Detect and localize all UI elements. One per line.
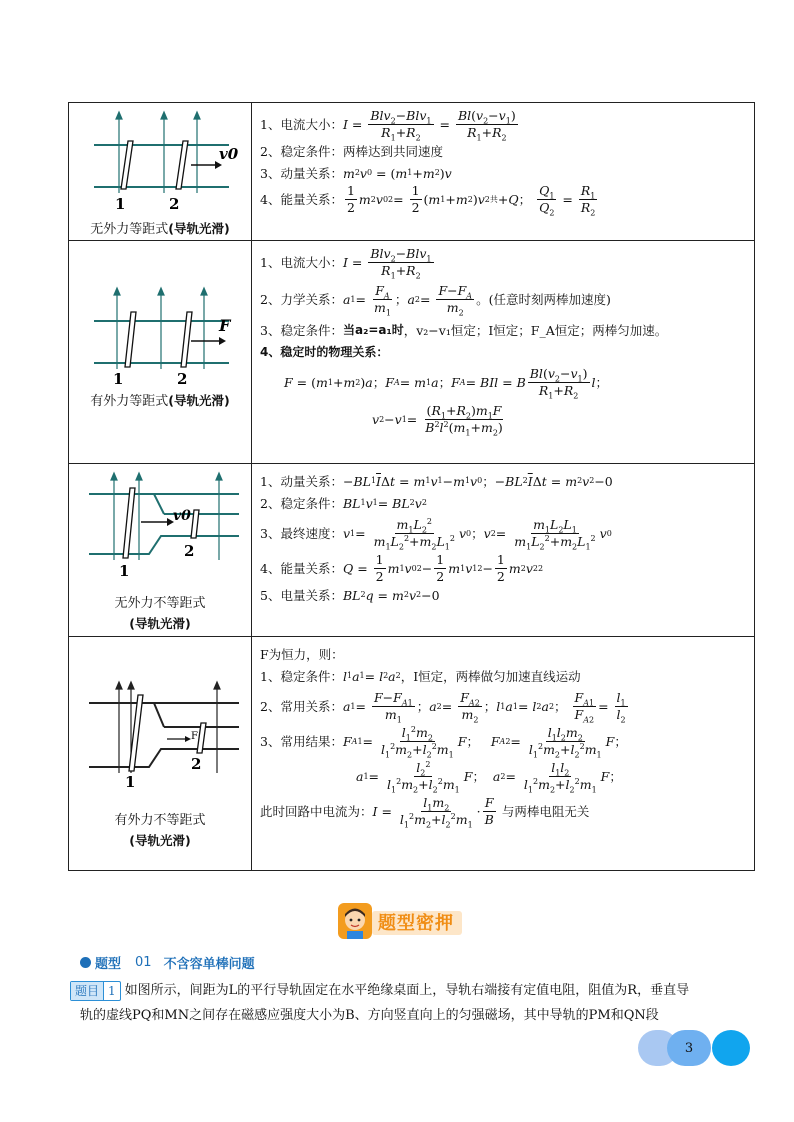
line-label: 1、稳定条件： [260, 668, 343, 684]
caption-text: 无外力等距式 [90, 222, 169, 237]
figure-cell [69, 637, 252, 871]
line-text: F为恒力，则： [260, 646, 344, 662]
table-row [69, 464, 755, 637]
formula-line: F = ( m 1 + m 2 ) a ； F A = m 1 a ； F A = BIl = B $Bl(v_2-v_1)$ $R_1+R_2$ l ； [284, 366, 609, 401]
figure-cell [69, 241, 252, 464]
line-label: 此时回路中电流为： [260, 804, 373, 819]
formula-line [260, 643, 746, 665]
formula-line: 1、电流大小： I = Blv$_2$−Blv$_1$ $R_1+R_2$ = $Bl(v_2-v_1)$ $R_1+R_2$ [260, 108, 516, 143]
page-number: 3 [667, 1030, 711, 1066]
formula-line: 1、电流大小： I = Blv$_2$−Blv$_1$ $R_1+R_2$ [260, 246, 432, 281]
rod-1-label: 1 [115, 195, 126, 213]
table-row [69, 637, 755, 871]
line-label: 2、力学关系： [260, 292, 343, 307]
formula-cell [252, 241, 755, 464]
line-label: 3、常用结果： [260, 734, 343, 749]
line-text: ，I恒定，两棒做匀加速直线运动 [400, 668, 581, 684]
formula-line: 2、常用关系： a 1 = $F-F_{A1}$ $m_1$ ； a 2 = $F_{A2}$ $m_2$ ； l 1 a 1 = l 2 a 2 ； $F_{A1}$ $F_{A2}$ = $l_1$ $l_2$ [260, 690, 626, 725]
line-label: 3、稳定条件： [260, 322, 343, 338]
type-label: 题型 [95, 957, 122, 972]
figure-caption [69, 219, 251, 240]
line-label: 4、能量关系： [260, 561, 343, 576]
line-label: 5、电量关系： [260, 587, 343, 603]
formula-line: a 1 = $l_2^2$ $l_1^2m_2+l_2^2m_1$ F ； a 2 = $l_1l_2$ $l_1^2m_2+l_2^2m_1$ F ； [356, 759, 622, 795]
summary-table [68, 102, 755, 871]
line-text: 4、稳定时的物理关系： [260, 344, 389, 359]
line-label: 1、动量关系： [260, 473, 343, 489]
unequal-rail-no-force-diagram [69, 464, 251, 590]
force-label: F [191, 731, 198, 742]
section-title: 题型密押 [378, 913, 454, 934]
caption-bold-wrap [69, 831, 251, 852]
line-text: 与两棒电阻无关 [501, 804, 590, 819]
figure-cell [69, 103, 252, 241]
line-label: 3、最终速度： [260, 526, 343, 541]
line-label: 2、稳定条件： [260, 495, 343, 511]
caption-text: 无外力不等距式 [114, 596, 206, 611]
type-header [80, 953, 255, 972]
line-label: 1、电流大小： [260, 255, 343, 270]
equal-rail-no-force-diagram [69, 103, 251, 215]
formula-line: 1、稳定条件： l 1 a 1 = l 2 a 2 ，I恒定，两棒做匀加速直线运动 [260, 668, 581, 684]
figure-caption [69, 391, 251, 412]
formula-line: v 2 − v 1 = $(R_1+R_2)m_1F$ $B^2l^2(m_1+m_2)$ [372, 403, 503, 438]
formula-line [260, 341, 746, 363]
line-text: 。(任意时刻两棒加速度) [476, 292, 611, 307]
line-text: ，v₂−v₁恒定；I恒定；F_A恒定；两棒匀加速。 [403, 322, 668, 338]
caption-text: 有外力等距式 [90, 394, 169, 409]
question-tag [70, 981, 121, 1001]
formula-cell [252, 464, 755, 637]
formula-line [260, 319, 746, 341]
formula-line: 4、能量关系： 1 2 m 2 v 0 2 = 1 2 ( m 1 + m 2 ) v 2 共 + Q ； $Q_1$ $Q_2$ = $R_1$ $R_2$ [260, 183, 596, 218]
formula-line: 2、稳定条件： BL 1 v 1 = BL 2 v 2 [260, 495, 427, 511]
question-text-line: 轨的虚线PQ和MN之间存在磁感应强度大小为B、方向竖直向上的匀强磁场，其中导轨的PM和QN段 [80, 1008, 659, 1023]
type-bullet-icon [80, 957, 91, 968]
formula-line: 2、力学关系： a 1 = $F_A$ $m_1$ ； a 2 = $F-F_A$ $m_2$ 。(任意时刻两棒加速度) [260, 283, 611, 318]
rod-1-label: 1 [125, 773, 136, 791]
caption-bold: (导轨光滑) [168, 221, 230, 236]
student-avatar-icon [338, 903, 372, 939]
equal-rail-with-force-diagram [69, 279, 251, 429]
type-title: 不含容单棒问题 [163, 957, 255, 972]
formula-cell [252, 103, 755, 241]
line-label: 4、能量关系： [260, 192, 343, 207]
formula-line: 此时回路中电流为： I = $l_1m_2$ $l_1^2m_2+l_2^2m_1$ · F B 与两棒电阻无关 [260, 795, 590, 830]
figure-cell [69, 464, 252, 637]
question-number: 1 [103, 982, 120, 1000]
line-label: 3、动量关系： [260, 165, 343, 181]
rod-1-label: 1 [119, 562, 130, 580]
page-badge-right [712, 1030, 750, 1066]
rod-2-label: 2 [177, 370, 188, 388]
formula-cell [252, 637, 755, 871]
line-text: 2、稳定条件：两棒达到共同速度 [260, 143, 443, 159]
formula-line: 4、能量关系： Q = 1 2 m 1 v 0 2 − 1 2 m 1 v 1 2 − 1 2 m 2 v 2 2 [260, 552, 544, 584]
caption-bold-wrap [69, 614, 251, 635]
caption-bold: (导轨光滑) [168, 393, 230, 408]
formula-line [260, 140, 746, 162]
question-text-line: 如图所示，间距为L的平行导轨固定在水平绝缘桌面上，导轨右端接有定值电阻，阻值为R，垂直导 [124, 983, 690, 998]
velocity-label: v0 [173, 508, 191, 524]
rod-2-label: 2 [169, 195, 180, 213]
rod-2-label: 2 [191, 755, 202, 773]
caption-text: 有外力不等距式 [114, 813, 206, 828]
rod-1-label: 1 [113, 370, 124, 388]
caption-bold: (导轨光滑) [129, 616, 191, 631]
formula-line: 3、动量关系： m 2 v 0 = ( m 1 + m 2 ) v [260, 165, 452, 181]
formula-line: 3、最终速度： v 1 = $m_1L_2^2$ $m_1L_2^2+m_2L_1^2$ v 0 ； v 2 = $m_1L_2L_1$ $m_1L_2^2+m_2L_1^2$ v 0 [260, 516, 612, 552]
force-label: F [219, 316, 231, 335]
type-number: 01 [135, 955, 152, 970]
table-row [69, 241, 755, 464]
formula-line: 3、常用结果： F A1 = $l_1^2m_2$ $l_1^2m_2+l_2^2m_1$ F ； F A2 = $l_1l_2m_2$ $l_1^2m_2+l_2^2m_1$ F ； [260, 724, 627, 760]
caption-bold: (导轨光滑) [129, 833, 191, 848]
formula-line: 5、电量关系： BL 2 q = m 2 v 2 −0 [260, 587, 440, 603]
question-tag-label: 题目 [71, 982, 103, 1000]
question-block [70, 978, 720, 1028]
formula-line: 1、动量关系： − BL 1 $\overline{I}$ Δ t = m 1 v 1 − m 1 v 0 ；− BL 2 $\overline{I}$ Δ t = m 2 v 2 −0 [260, 473, 613, 489]
table-row [69, 103, 755, 241]
line-bold: 当a₂=a₁时 [342, 322, 404, 337]
line-label: 2、常用关系： [260, 699, 343, 714]
unequal-rail-with-force-diagram [69, 673, 251, 813]
line-label: 1、电流大小： [260, 117, 343, 132]
section-header [338, 903, 462, 941]
rod-2-label: 2 [184, 542, 195, 560]
velocity-label: v0 [219, 145, 239, 163]
